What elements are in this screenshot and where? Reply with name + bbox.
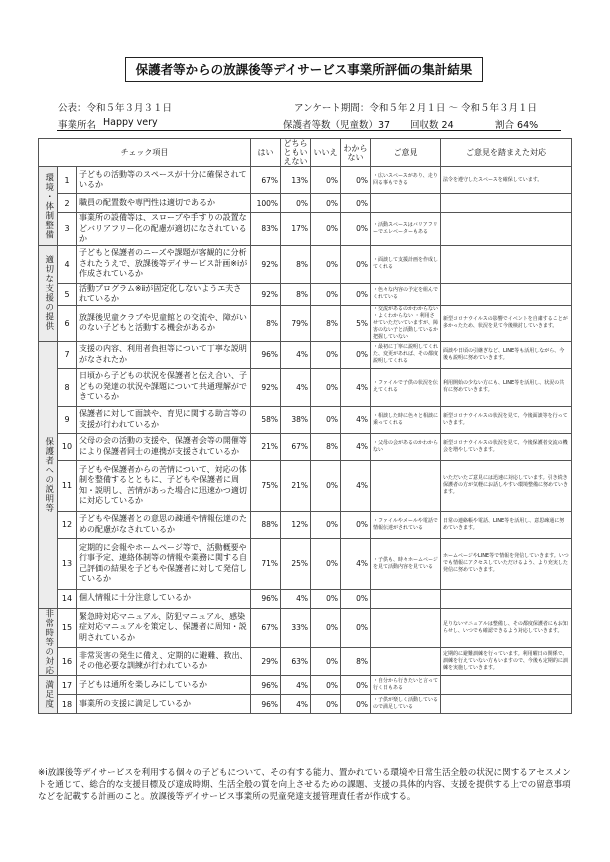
header-opinion: ご意見 bbox=[371, 139, 441, 167]
check-item: 個人情報に十分注意しているか bbox=[77, 589, 251, 608]
pct-yes: 92% bbox=[251, 245, 281, 283]
opinion-text bbox=[371, 460, 441, 511]
response-text: 面談や日頃の引継ぎなど、LINE等も活用しながら、今後も説明に努めていきます。 bbox=[441, 341, 572, 368]
item-number: 17 bbox=[58, 676, 77, 695]
table-row bbox=[39, 406, 572, 433]
pct-no: 0% bbox=[311, 695, 341, 714]
opinion-text: ・父母の会があるのかわからない bbox=[371, 433, 441, 460]
pct-yes: 83% bbox=[251, 213, 281, 246]
item-number: 5 bbox=[58, 283, 77, 305]
opinion-text: ・交流があるのかわからない ・よくわからない ・利用させていただいていますが、障害のない子と活動しているか把握していない bbox=[371, 305, 441, 341]
pct-unknown: 8% bbox=[341, 647, 371, 675]
item-number: 9 bbox=[58, 406, 77, 433]
response-text: ホームページやLINE等で情報を発信していきます。いつでも情報にアクセスしていただけるよう、より充実した発信に努めていきます。 bbox=[441, 538, 572, 589]
table-row bbox=[39, 695, 572, 714]
pct-unknown: 4% bbox=[341, 406, 371, 433]
opinion-text: ・広いスペースがあり、走り回る事もできる bbox=[371, 167, 441, 194]
item-number: 2 bbox=[58, 194, 77, 213]
pct-neither: 12% bbox=[281, 511, 311, 538]
response-text bbox=[441, 194, 572, 213]
response-text: 新型コロナウイルスの影響でイベントを自粛することが多かったため、状況を見て今後検討していきます。 bbox=[441, 305, 572, 341]
pct-no: 0% bbox=[311, 460, 341, 511]
table-row bbox=[39, 167, 572, 194]
response-text: 日常の連絡帳や電話、LINE等を活用し、意思疎通に努めていきます。 bbox=[441, 511, 572, 538]
pct-no: 0% bbox=[311, 167, 341, 194]
item-number: 12 bbox=[58, 511, 77, 538]
pct-no: 0% bbox=[311, 608, 341, 647]
opinion-text bbox=[371, 589, 441, 608]
check-item: 非常災害の発生に備え、定期的に避難、救出、その他必要な訓練が行われているか bbox=[77, 647, 251, 675]
pct-unknown: 0% bbox=[341, 283, 371, 305]
check-item: 支援の内容、利用者負担等について丁寧な説明がなされたか bbox=[77, 341, 251, 368]
evaluation-table bbox=[38, 138, 572, 714]
pct-yes: 29% bbox=[251, 647, 281, 675]
pct-unknown: 0% bbox=[341, 245, 371, 283]
response-text: 利用開始の少ない方にも、LINE等を活用し、状況の共有に努めていきます。 bbox=[441, 368, 572, 406]
category-label: 保護者への説明等 bbox=[39, 341, 58, 608]
table-row bbox=[39, 194, 572, 213]
pct-neither: 21% bbox=[281, 460, 311, 511]
header-neither: どちらともいえない bbox=[281, 139, 311, 167]
pct-unknown: 0% bbox=[341, 213, 371, 246]
pct-no: 0% bbox=[311, 283, 341, 305]
pct-neither: 4% bbox=[281, 695, 311, 714]
pct-no: 0% bbox=[311, 194, 341, 213]
pct-no: 0% bbox=[311, 406, 341, 433]
pct-no: 8% bbox=[311, 433, 341, 460]
header-no: いいえ bbox=[311, 139, 341, 167]
response-text: 新型コロナウイルスの状況を見て、今後保護者交流の機会を増やしていきます。 bbox=[441, 433, 572, 460]
response-count: 回収数 24 bbox=[410, 120, 454, 131]
pct-no: 8% bbox=[311, 305, 341, 341]
header-underline bbox=[57, 130, 561, 131]
item-number: 6 bbox=[58, 305, 77, 341]
pct-neither: 13% bbox=[281, 167, 311, 194]
pct-unknown: 0% bbox=[341, 341, 371, 368]
pct-unknown: 4% bbox=[341, 538, 371, 589]
pct-unknown: 4% bbox=[341, 433, 371, 460]
pct-yes: 88% bbox=[251, 511, 281, 538]
table-row bbox=[39, 283, 572, 305]
response-text bbox=[441, 695, 572, 714]
table-row bbox=[39, 460, 572, 511]
opinion-text: ・ファイルで子供の状況を伝えてくれる bbox=[371, 368, 441, 406]
item-number: 11 bbox=[58, 460, 77, 511]
pct-unknown: 0% bbox=[341, 695, 371, 714]
category-label: 非常時等の対応 bbox=[39, 608, 58, 676]
item-number: 8 bbox=[58, 368, 77, 406]
check-item: 緊急時対応マニュアル、防犯マニュアル、感染症対応マニュアルを策定し、保護者に周知・説明されているか bbox=[77, 608, 251, 647]
pct-yes: 96% bbox=[251, 676, 281, 695]
pct-neither: 67% bbox=[281, 433, 311, 460]
category-label: 満足度 bbox=[39, 676, 58, 714]
survey-period: アンケート期間：令和５年２月１日 ～ 令和５年３月１日 bbox=[294, 103, 537, 114]
pct-neither: 4% bbox=[281, 368, 311, 406]
table-row bbox=[39, 511, 572, 538]
pct-yes: 67% bbox=[251, 608, 281, 647]
pct-unknown: 5% bbox=[341, 305, 371, 341]
opinion-text bbox=[371, 608, 441, 647]
response-text bbox=[441, 589, 572, 608]
pct-no: 0% bbox=[311, 341, 341, 368]
header-check: チェック項目 bbox=[39, 139, 251, 167]
facility-name: Happy very bbox=[103, 117, 158, 128]
pct-no: 0% bbox=[311, 589, 341, 608]
item-number: 18 bbox=[58, 695, 77, 714]
publish-date: 公表：令和５年３月３１日 bbox=[58, 103, 173, 114]
response-text bbox=[441, 676, 572, 695]
pct-neither: 79% bbox=[281, 305, 311, 341]
check-item: 子どもは通所を楽しみにしているか bbox=[77, 676, 251, 695]
opinion-text: ・子供も、時々ホームページを見て活動内容を見ている bbox=[371, 538, 441, 589]
check-item: 定期的に会報やホームページ等で、活動概要や行事予定、連絡体制等の情報や業務に関する自己評価の結果を子どもや保護者に対して発信しているか bbox=[77, 538, 251, 589]
opinion-text: ・面談して支援計画を作成してくれる bbox=[371, 245, 441, 283]
pct-no: 0% bbox=[311, 538, 341, 589]
item-number: 16 bbox=[58, 647, 77, 675]
footnote: ※ⅰ放課後等デイサービスを利用する個々の子どもについて、その有する能力、置かれている環境や日常生活全般の状況に関するアセスメントを通じて、総合的な支援目標及び達成時期、生活全般の質を向上させるための課題、支援の具体的内容、支援を提供する上での留意事項などを記載する計画のこと。放課後等デイサービス事業所の児童発達支援管理責任者が作成する。 bbox=[38, 768, 571, 802]
check-item: 子どもと保護者のニーズや課題が客観的に分析されたうえで、放課後等デイサービス計画※ⅰが作成されているか bbox=[77, 245, 251, 283]
table-row bbox=[39, 213, 572, 246]
pct-yes: 75% bbox=[251, 460, 281, 511]
pct-yes: 100% bbox=[251, 194, 281, 213]
check-item: 日頃から子どもの状況を保護者と伝え合い、子どもの発達の状況や課題について共通理解ができているか bbox=[77, 368, 251, 406]
pct-yes: 58% bbox=[251, 406, 281, 433]
response-text: 新型コロナウイルスの状況を見て、今後面談等を行っていきます。 bbox=[441, 406, 572, 433]
page-title: 保護者等からの放課後等デイサービス事業所評価の集計結果 bbox=[125, 57, 483, 82]
check-item: 子どもや保護者からの苦情について、対応の体制を整備するとともに、子どもや保護者に周知・説明し、苦情があった場合に迅速かつ適切に対応しているか bbox=[77, 460, 251, 511]
table-row bbox=[39, 245, 572, 283]
item-number: 7 bbox=[58, 341, 77, 368]
category-label: 適切な支援の提供 bbox=[39, 245, 58, 341]
pct-unknown: 0% bbox=[341, 589, 371, 608]
pct-yes: 92% bbox=[251, 368, 281, 406]
pct-neither: 17% bbox=[281, 213, 311, 246]
opinion-text: ・色々な内容の予定を組んでくれている bbox=[371, 283, 441, 305]
guardian-count: 保護者等数（児童数）37 bbox=[283, 120, 391, 131]
pct-no: 0% bbox=[311, 511, 341, 538]
pct-neither: 63% bbox=[281, 647, 311, 675]
pct-neither: 8% bbox=[281, 283, 311, 305]
header-response: ご意見を踏まえた対応 bbox=[441, 139, 572, 167]
opinion-text: ・最初に丁寧に説明してくれた、変更があれば、その都度説明してくれる bbox=[371, 341, 441, 368]
check-item: 職員の配置数や専門性は適切であるか bbox=[77, 194, 251, 213]
table-row bbox=[39, 341, 572, 368]
pct-no: 0% bbox=[311, 647, 341, 675]
check-item: 放課後児童クラブや児童館との交流や、障がいのない子どもと活動する機会があるか bbox=[77, 305, 251, 341]
response-text: 法令を遵守したスペースを確保しています。 bbox=[441, 167, 572, 194]
pct-yes: 67% bbox=[251, 167, 281, 194]
pct-neither: 4% bbox=[281, 341, 311, 368]
pct-yes: 96% bbox=[251, 341, 281, 368]
opinion-text: ・ファイルやメールや電話で情報伝達がされている bbox=[371, 511, 441, 538]
pct-neither: 38% bbox=[281, 406, 311, 433]
item-number: 14 bbox=[58, 589, 77, 608]
header-row bbox=[39, 139, 572, 167]
item-number: 13 bbox=[58, 538, 77, 589]
response-text: 定期的に避難訓練を行っています。利用曜日の関係で、訓練を行えていない方もいますので、今後も定期的に訓練を実施していきます。 bbox=[441, 647, 572, 675]
opinion-text: ・子供が楽しく活動しているので満足している bbox=[371, 695, 441, 714]
item-number: 4 bbox=[58, 245, 77, 283]
table-row bbox=[39, 608, 572, 647]
pct-yes: 71% bbox=[251, 538, 281, 589]
pct-yes: 92% bbox=[251, 283, 281, 305]
check-item: 事業所の支援に満足しているか bbox=[77, 695, 251, 714]
pct-neither: 25% bbox=[281, 538, 311, 589]
check-item: 保護者に対して面談や、育児に関する助言等の支援が行われているか bbox=[77, 406, 251, 433]
facility-label: 事業所名 bbox=[58, 120, 97, 131]
check-item: 事業所の設備等は、スロープや手すりの設置などバリアフリー化の配慮が適切になされているか bbox=[77, 213, 251, 246]
opinion-text bbox=[371, 647, 441, 675]
header-unknown: わからない bbox=[341, 139, 371, 167]
opinion-text bbox=[371, 194, 441, 213]
header-yes: はい bbox=[251, 139, 281, 167]
check-item: 子どもや保護者との意思の疎通や情報伝達のための配慮がなされているか bbox=[77, 511, 251, 538]
pct-unknown: 0% bbox=[341, 194, 371, 213]
pct-unknown: 0% bbox=[341, 608, 371, 647]
pct-no: 0% bbox=[311, 213, 341, 246]
pct-neither: 4% bbox=[281, 676, 311, 695]
pct-yes: 21% bbox=[251, 433, 281, 460]
pct-no: 0% bbox=[311, 245, 341, 283]
opinion-text: ・相談した時に色々と相談に乗ってくれる bbox=[371, 406, 441, 433]
pct-neither: 8% bbox=[281, 245, 311, 283]
response-text: 足りないマニュアルは整備し、その都度保護者にもお知らせし、いつでも確認できるよう対応していきます。 bbox=[441, 608, 572, 647]
table-row bbox=[39, 305, 572, 341]
pct-neither: 4% bbox=[281, 589, 311, 608]
table-row bbox=[39, 589, 572, 608]
pct-no: 0% bbox=[311, 676, 341, 695]
table-row bbox=[39, 538, 572, 589]
pct-unknown: 0% bbox=[341, 511, 371, 538]
response-text bbox=[441, 213, 572, 246]
pct-unknown: 4% bbox=[341, 460, 371, 511]
response-text bbox=[441, 245, 572, 283]
item-number: 1 bbox=[58, 167, 77, 194]
opinion-text: ・活動スペースはバリアフリーでエレベーターもある bbox=[371, 213, 441, 246]
response-text bbox=[441, 283, 572, 305]
table-row bbox=[39, 676, 572, 695]
table-row bbox=[39, 368, 572, 406]
item-number: 15 bbox=[58, 608, 77, 647]
table-row bbox=[39, 647, 572, 675]
check-item: 父母の会の活動の支援や、保護者会等の開催等により保護者同士の連携が支援されているか bbox=[77, 433, 251, 460]
pct-unknown: 0% bbox=[341, 676, 371, 695]
response-ratio: 割合 64% bbox=[495, 120, 539, 131]
category-label: 環境・体制整備 bbox=[39, 167, 58, 246]
pct-unknown: 0% bbox=[341, 167, 371, 194]
opinion-text: ・自分から行きたいと言って行く日もある bbox=[371, 676, 441, 695]
pct-no: 0% bbox=[311, 368, 341, 406]
check-item: 子どもの活動等のスペースが十分に確保されているか bbox=[77, 167, 251, 194]
pct-neither: 33% bbox=[281, 608, 311, 647]
item-number: 10 bbox=[58, 433, 77, 460]
item-number: 3 bbox=[58, 213, 77, 246]
pct-yes: 8% bbox=[251, 305, 281, 341]
check-item: 活動プログラム※ⅱが固定化しないようエ夫されているか bbox=[77, 283, 251, 305]
pct-yes: 96% bbox=[251, 695, 281, 714]
response-text: いただいたご意見には迅速に対応しています。引き続き保護者の方が気軽にお話しやすい環境整備に努めていきます。 bbox=[441, 460, 572, 511]
pct-yes: 96% bbox=[251, 589, 281, 608]
pct-unknown: 4% bbox=[341, 368, 371, 406]
pct-neither: 0% bbox=[281, 194, 311, 213]
table-row bbox=[39, 433, 572, 460]
